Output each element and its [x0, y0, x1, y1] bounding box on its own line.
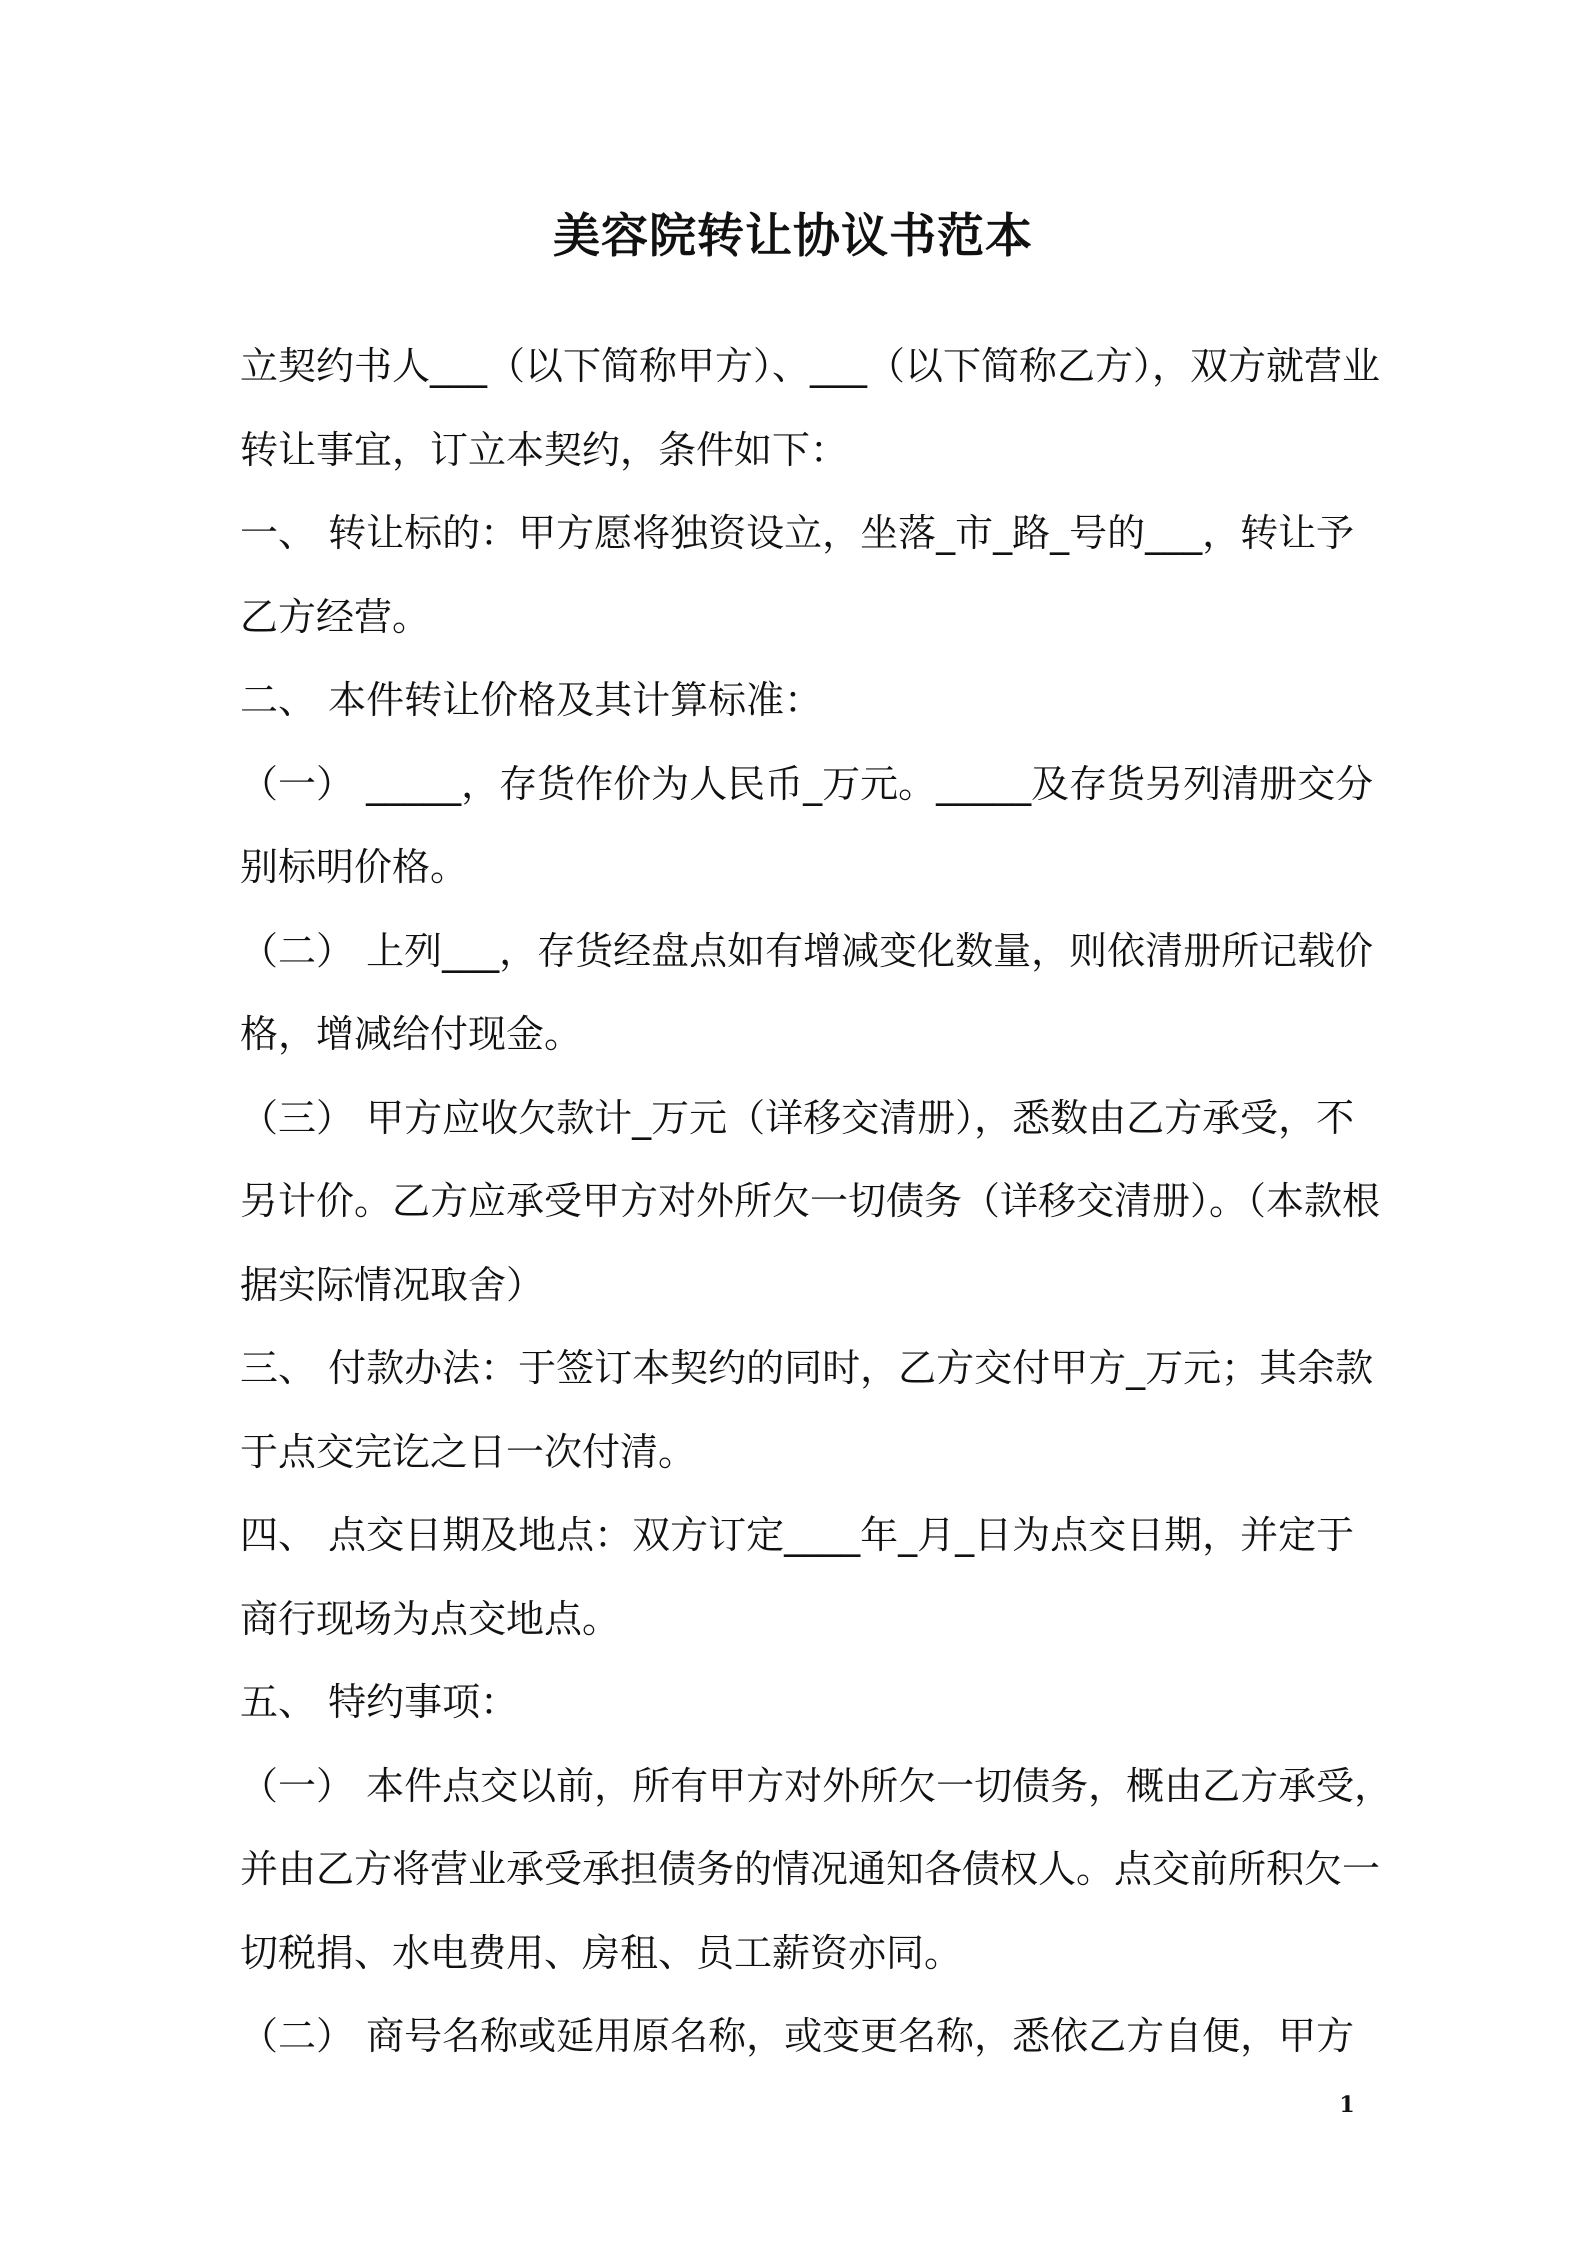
body-line: 商行现场为点交地点。: [240, 1596, 621, 1641]
body-line: （二） 上列___，存货经盘点如有增减变化数量，则依清册所记载价: [240, 928, 1374, 973]
body-line: （一） _____，存货作价为人民币_万元。_____及存货另列清册交分: [240, 761, 1374, 806]
body-line: 一、 转让标的：甲方愿将独资设立，坐落_市_路_号的___，转让予: [240, 511, 1355, 555]
body-line: 三、 付款办法：于签订本契约的同时，乙方交付甲方_万元；其余款: [240, 1346, 1374, 1390]
body-line: 五、 特约事项：: [240, 1680, 519, 1724]
body-line: 切税捐、水电费用、房租、员工薪资亦同。: [240, 1930, 963, 1975]
body-line: 于点交完讫之日一次付清。: [240, 1429, 697, 1474]
body-line: 四、 点交日期及地点：双方订定____年_月_日为点交日期，并定于: [240, 1513, 1355, 1557]
body-line: （一） 本件点交以前，所有甲方对外所欠一切债务，概由乙方承受，: [240, 1763, 1393, 1808]
body-line: 乙方经营。: [240, 594, 431, 639]
body-line: （三） 甲方应收欠款计_万元（详移交清册），悉数由乙方承受，不: [240, 1095, 1355, 1140]
page-number: 1: [1339, 2092, 1355, 2118]
body-line: 转让事宜，订立本契约，条件如下：: [240, 427, 849, 472]
body-line: 格，增减给付现金。: [240, 1012, 583, 1056]
body-line: 并由乙方将营业承受承担债务的情况通知各债权人。点交前所积欠一: [240, 1847, 1381, 1891]
body-line: 据实际情况取舍）: [240, 1262, 545, 1307]
body-line: （二） 商号名称或延用原名称，或变更名称，悉依乙方自便，甲方: [240, 2014, 1355, 2058]
body-line: 立契约书人___（以下简称甲方）、___（以下简称乙方），双方就营业: [240, 344, 1381, 388]
body-line: 另计价。乙方应承受甲方对外所欠一切债务（详移交清册）。（本款根: [240, 1179, 1381, 1223]
document-title: 美容院转让协议书范本: [553, 209, 1033, 264]
body-line: 别标明价格。: [240, 845, 469, 889]
document-body: [240, 325, 1393, 2079]
body-line: 二、 本件转让价格及其计算标准：: [240, 678, 823, 722]
